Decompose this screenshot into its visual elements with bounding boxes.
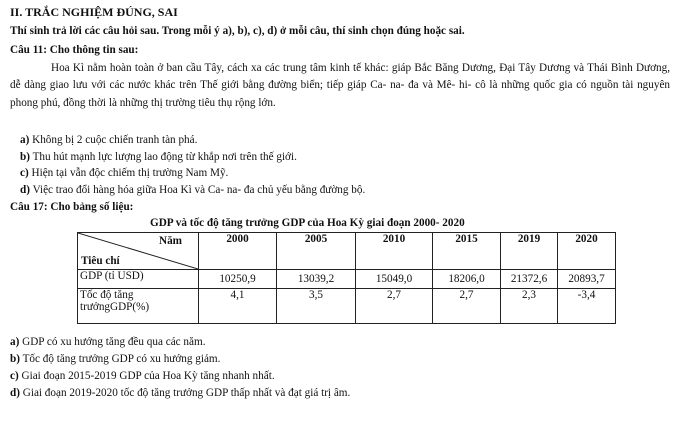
year-header: 2000 [199, 233, 277, 270]
table-cell: 4,1 [199, 289, 277, 324]
option-label: d) [20, 184, 30, 196]
option-label: d) [10, 387, 20, 399]
q11-option-b [20, 151, 297, 164]
row-label-line: trưởngGDP(%) [80, 301, 150, 313]
gdp-table [77, 232, 616, 324]
table-cell: -3,4 [558, 289, 616, 324]
table-header-row [78, 233, 616, 270]
table-cell: 10250,9 [199, 270, 277, 289]
table-row-gdp [78, 270, 616, 289]
table-cell: 2,7 [433, 289, 501, 324]
instruction: Thí sinh trả lời các câu hỏi sau. Trong mỗi ý a), b), c), d) ở mỗi câu, thí sinh chọn đúng hoặc sai. [10, 25, 465, 37]
row-label-line: Tốc độ tăng [80, 289, 134, 301]
row-label: GDP (tỉ USD) [78, 270, 199, 289]
q17-option-c [10, 370, 275, 383]
year-header: 2015 [433, 233, 501, 270]
q17-option-d [10, 387, 350, 400]
option-label: c) [10, 370, 19, 382]
option-text: GDP có xu hướng tăng đều qua các năm. [22, 336, 206, 348]
option-text: Việc trao đổi hàng hóa giữa Hoa Kì và Ca- na- đa chủ yếu bằng đường bộ. [32, 184, 366, 196]
table-cell: 18206,0 [433, 270, 501, 289]
header-year-label: Năm [159, 235, 182, 247]
option-text: Tốc độ tăng trưởng GDP có xu hướng giảm. [22, 353, 221, 365]
option-text: Giai đoạn 2015-2019 GDP của Hoa Kỳ tăng nhanh nhất. [21, 370, 275, 382]
table-cell: 13039,2 [277, 270, 356, 289]
table-cell: 21372,6 [501, 270, 558, 289]
q11-option-a [20, 134, 197, 147]
option-label: a) [10, 336, 20, 348]
option-text: Không bị 2 cuộc chiến tranh tàn phá. [32, 134, 198, 146]
year-header: 2020 [558, 233, 616, 270]
table-title: GDP và tốc độ tăng trưởng GDP của Hoa Kỳ giai đoạn 2000- 2020 [150, 217, 465, 229]
row-label [78, 289, 199, 324]
option-label: c) [20, 167, 29, 179]
option-label: b) [10, 353, 20, 365]
option-text: Hiện tại vẫn độc chiếm thị trường Nam Mỹ. [31, 167, 229, 179]
question-11-passage: Hoa Kì nằm hoàn toàn ở ban cầu Tây, cách xa các trung tâm kinh tế khác: giáp Bắc Băng Dương, Đại Tây Dương và Thái Bình Dương, dễ dàng giao lưu với các nước khác trên Thế giới bằng đường biển; tiếp giáp Ca- na- đa và Mê- hi- cô là những quốc gia có nguồn tài nguyên phong phú, đồng thời là những thị trường tiêu thụ rộng lớn. [10, 62, 670, 109]
table-row-growth-rate [78, 289, 616, 324]
year-header: 2010 [356, 233, 433, 270]
option-text: Thu hút mạnh lực lượng lao động từ khắp nơi trên thế giới. [32, 151, 297, 163]
table-cell: 20893,7 [558, 270, 616, 289]
question-17-heading: Câu 17: Cho bảng số liệu: [10, 201, 134, 213]
option-text: Giai đoạn 2019-2020 tốc độ tăng trưởng GDP thấp nhất và đạt giá trị âm. [22, 387, 351, 399]
year-header: 2019 [501, 233, 558, 270]
section-title: II. TRẮC NGHIỆM ĐÚNG, SAI [10, 5, 178, 19]
table-cell: 2,3 [501, 289, 558, 324]
table-cell: 3,5 [277, 289, 356, 324]
table-cell: 2,7 [356, 289, 433, 324]
question-11-heading: Câu 11: Cho thông tin sau: [10, 44, 139, 56]
header-indicator-label: Tiêu chí [81, 255, 120, 267]
q17-option-a [10, 336, 206, 349]
q11-option-d [20, 184, 365, 197]
header-diagonal-cell [78, 233, 199, 270]
q17-option-b [10, 353, 220, 366]
table-cell: 15049,0 [356, 270, 433, 289]
option-label: a) [20, 134, 30, 146]
q11-option-c [20, 167, 228, 180]
year-header: 2005 [277, 233, 356, 270]
option-label: b) [20, 151, 30, 163]
